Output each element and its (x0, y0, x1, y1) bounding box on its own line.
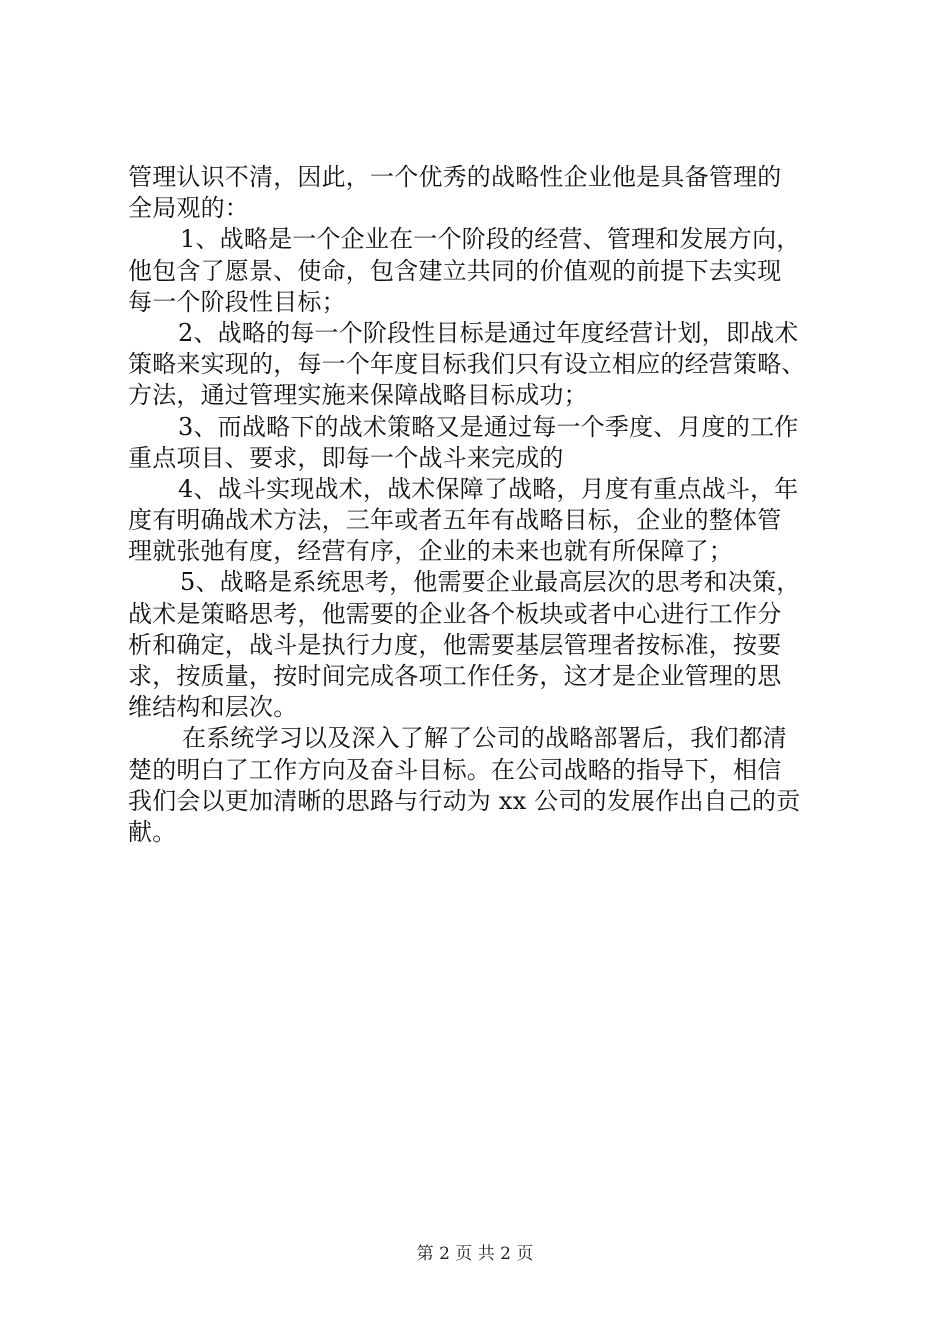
text-line: 策略来实现的，每一个年度目标我们只有设立相应的经营策略、 (128, 350, 806, 379)
text-line: 维结构和层次。 (128, 693, 298, 722)
text-line: 3、而战略下的战术策略又是通过每一个季度、月度的工作 (178, 412, 799, 441)
text-line: 度有明确战术方法，三年或者五年有战略目标，企业的整体管 (128, 506, 782, 535)
text-line: 管理认识不清，因此，一个优秀的战略性企业他是具备管理的 (128, 163, 782, 191)
text-line: 求，按质量，按时间完成各项工作任务，这才是企业管理的思 (128, 662, 782, 690)
text-line: 重点项目、要求，即每一个战斗来完成的 (128, 443, 564, 472)
text-line: 楚的明白了工作方向及奋斗目标。在公司战略的指导下，相信 (128, 755, 782, 784)
text-line: 我们会以更加清晰的思路与行动为 xx 公司的发展作出自己的贡 (128, 786, 801, 815)
text-line: 析和确定，战斗是执行力度，他需要基层管理者按标准，按要 (128, 630, 782, 659)
text-line: 1、战略是一个企业在一个阶段的经营、管理和发展方向， (180, 225, 801, 254)
text-line: 战术是策略思考，他需要的企业各个板块或者中心进行工作分 (128, 599, 782, 628)
text-line: 他包含了愿景、使命，包含建立共同的价值观的前提下去实现 (128, 256, 782, 285)
text-line: 全局观的： (128, 194, 249, 223)
text-line: 5、战略是系统思考，他需要企业最高层次的思考和决策， (180, 568, 801, 597)
text-line: 方法，通过管理实施来保障战略目标成功； (128, 381, 588, 410)
text-line: 每一个阶段性目标； (128, 287, 346, 316)
document-body (128, 162, 830, 848)
page-number-footer: 第 2 页 共 2 页 (416, 1244, 534, 1264)
text-line: 2、战略的每一个阶段性目标是通过年度经营计划，即战术 (178, 318, 799, 347)
text-line: 献。 (128, 817, 177, 846)
text-line: 在系统学习以及深入了解了公司的战略部署后，我们都清 (182, 724, 787, 753)
text-line: 理就张弛有度，经营有序，企业的未来也就有所保障了； (128, 537, 733, 566)
text-line: 4、战斗实现战术，战术保障了战略，月度有重点战斗，年 (178, 474, 799, 503)
